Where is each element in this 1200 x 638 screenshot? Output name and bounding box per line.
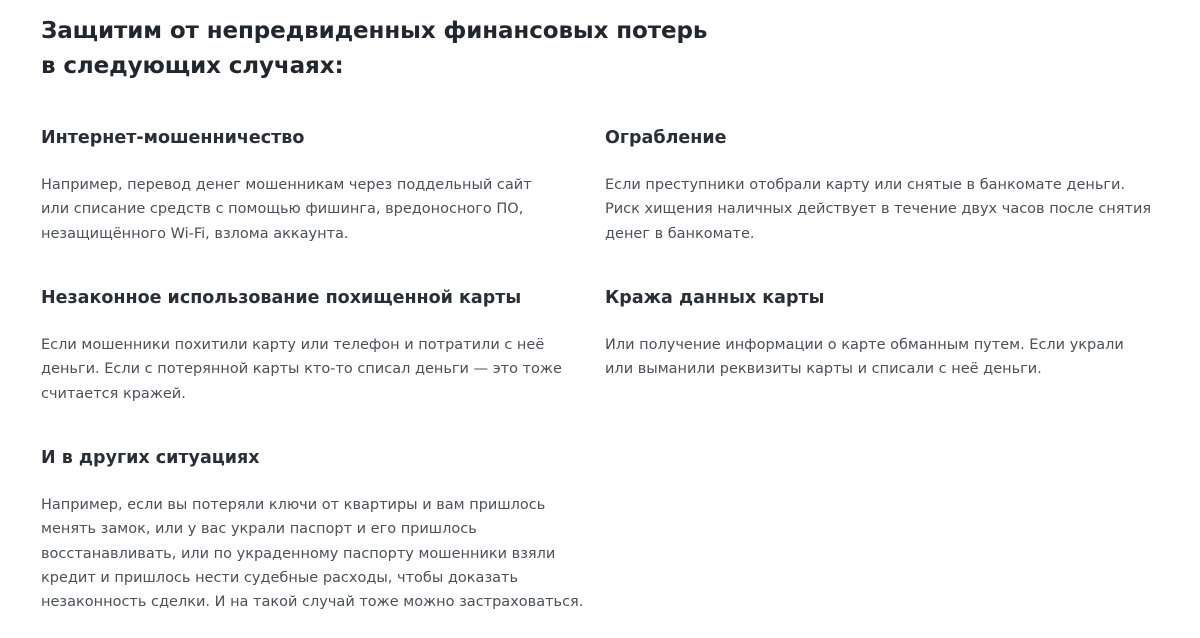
- case-description-line: считается кражей.: [41, 385, 186, 402]
- case-title: Незаконное использование похищенной карты: [41, 288, 522, 308]
- case-description-line: денег в банкомате.: [605, 225, 755, 242]
- case-title: И в других ситуациях: [41, 448, 260, 468]
- case-card-data-theft: [605, 286, 1165, 382]
- case-title: Интернет-мошенничество: [41, 128, 305, 148]
- case-description-line: Например, если вы потеряли ключи от квартиры и вам пришлось: [41, 497, 546, 513]
- case-description-line: Или получение информации о карте обманным путем. Если украли: [605, 337, 1124, 353]
- case-description-line: восстанавливать, или по украденному паспорту мошенники взяли: [41, 545, 556, 562]
- case-description-line: Если мошенники похитили карту или телефон и потратили с неё: [41, 337, 545, 353]
- case-description-line: или выманили реквизиты карты и списали с неё деньги.: [605, 361, 1042, 378]
- case-description-line: деньги. Если с потерянной карты кто-то списал деньги — это тоже: [41, 361, 562, 378]
- case-stolen-card-use: [41, 286, 601, 406]
- case-description: [41, 173, 601, 246]
- case-title: Кража данных карты: [605, 288, 825, 308]
- case-other-situations: [41, 446, 601, 614]
- case-description: [605, 333, 1165, 382]
- case-robbery: [605, 126, 1165, 246]
- case-description-line: кредит и пришлось нести судебные расходы, чтобы доказать: [41, 569, 519, 586]
- case-description-line: незащищённого Wi-Fi, взлома аккаунта.: [41, 225, 349, 242]
- case-description: [41, 333, 601, 406]
- case-description-line: Если преступники отобрали карту или снятые в банкомате деньги.: [605, 177, 1126, 193]
- case-description-line: или списание средств с помощью фишинга, вредоносного ПО,: [41, 201, 524, 218]
- case-description-line: менять замок, или у вас украли паспорт и его пришлось: [41, 521, 477, 538]
- case-description: [605, 173, 1165, 246]
- page-title: [41, 14, 741, 84]
- page-title-line-1: Защитим от непредвиденных финансовых потерь: [41, 18, 708, 44]
- case-description-line: Риск хищения наличных действует в течение двух часов после снятия: [605, 201, 1152, 218]
- page-title-line-2: в следующих случаях:: [41, 53, 344, 79]
- case-description: [41, 493, 601, 614]
- case-internet-fraud: [41, 126, 601, 246]
- case-description-line: незаконность сделки. И на такой случай тоже можно застраховаться.: [41, 594, 584, 611]
- case-title: Ограбление: [605, 128, 727, 148]
- case-description-line: Например, перевод денег мошенникам через поддельный сайт: [41, 177, 532, 193]
